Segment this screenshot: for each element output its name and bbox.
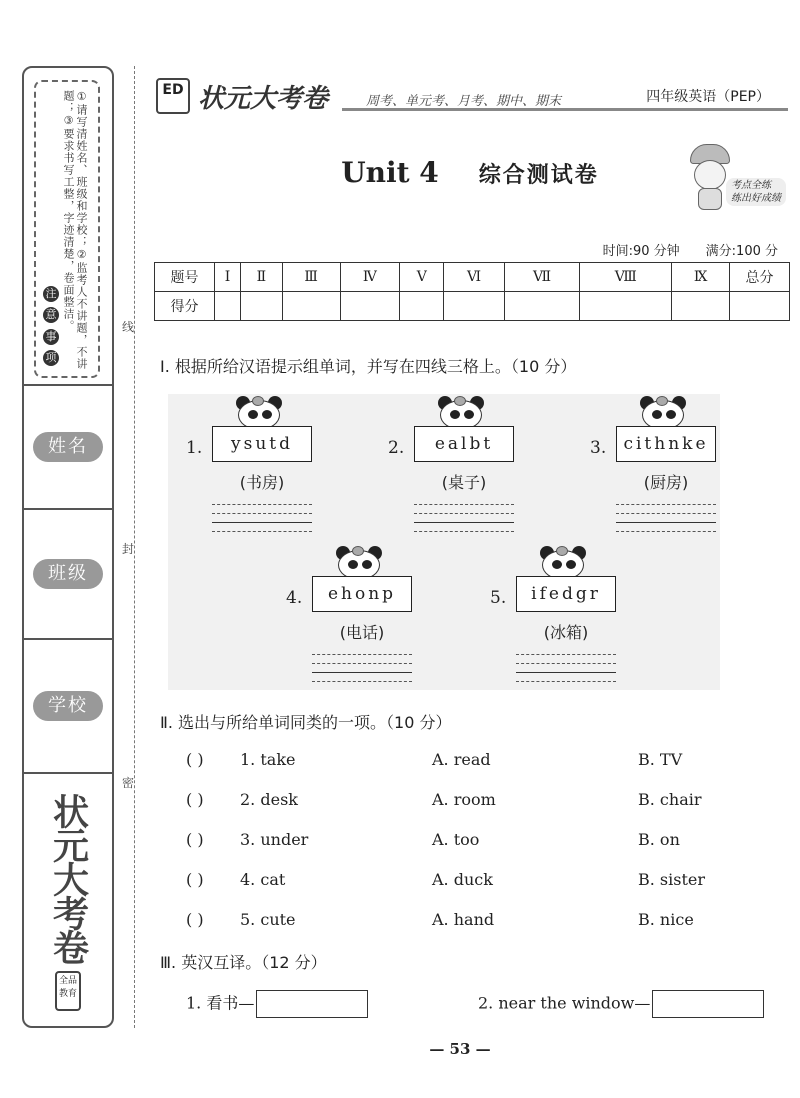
question-word: 5. cute bbox=[240, 910, 296, 929]
score-header-cell: 总分 bbox=[730, 263, 790, 292]
name-label: 姓名 bbox=[33, 432, 103, 462]
test-name: 综合测试卷 bbox=[478, 163, 599, 188]
item-number: 1. bbox=[186, 438, 203, 458]
score-header-cell: Ⅶ bbox=[504, 263, 580, 292]
question-word: 2. desk bbox=[240, 790, 298, 809]
answer-box[interactable] bbox=[652, 990, 764, 1018]
section-1-title: Ⅰ. 根据所给汉语提示组单词，并写在四线三格上。（10 分） bbox=[160, 357, 577, 376]
score-cell[interactable] bbox=[730, 292, 790, 321]
unit-title: Unit 4 bbox=[341, 156, 439, 189]
item-number: 2. bbox=[388, 438, 405, 458]
writing-lines[interactable] bbox=[516, 646, 616, 682]
chinese-hint: (冰箱) bbox=[543, 623, 589, 642]
choice-row bbox=[186, 750, 746, 772]
choice-row bbox=[186, 830, 746, 852]
score-cell[interactable] bbox=[240, 292, 282, 321]
word-scramble-panel bbox=[168, 394, 720, 690]
cut-label-seal: 封 bbox=[122, 542, 135, 556]
strip-brand-text: 状元大考卷 bbox=[47, 793, 89, 963]
strip-brand bbox=[24, 774, 112, 1028]
school-label: 学校 bbox=[33, 691, 103, 721]
writing-lines[interactable] bbox=[616, 496, 716, 532]
score-cell[interactable] bbox=[282, 292, 340, 321]
notes-heading-char: 注 bbox=[43, 286, 59, 302]
score-header-row bbox=[155, 263, 790, 292]
score-cell[interactable] bbox=[340, 292, 400, 321]
score-cell[interactable] bbox=[580, 292, 672, 321]
class-field[interactable] bbox=[24, 510, 112, 640]
panda-icon bbox=[334, 546, 384, 580]
score-header-cell: Ⅱ bbox=[240, 263, 282, 292]
answer-blank[interactable]: ( ) bbox=[186, 830, 204, 849]
panda-icon bbox=[638, 396, 688, 430]
question-word: 4. cat bbox=[240, 870, 286, 889]
translate-prompt: 2. near the window— bbox=[478, 993, 651, 1013]
exam-time: 时间:90 分钟 bbox=[602, 244, 680, 259]
question-word: 1. take bbox=[240, 750, 296, 769]
chinese-hint: (厨房) bbox=[643, 473, 689, 492]
translate-item bbox=[478, 990, 764, 1018]
writing-lines[interactable] bbox=[414, 496, 514, 532]
item-number: 3. bbox=[590, 438, 607, 458]
score-header-cell: Ⅲ bbox=[282, 263, 340, 292]
grade-label: 四年级英语（PEP） bbox=[646, 89, 770, 105]
panda-icon bbox=[436, 396, 486, 430]
binding-strip bbox=[22, 66, 114, 1028]
translate-prompt: 1. 看书— bbox=[186, 993, 255, 1013]
chinese-hint: (书房) bbox=[239, 473, 285, 492]
mascot-body bbox=[698, 188, 722, 210]
writing-lines[interactable] bbox=[312, 646, 412, 682]
answer-blank[interactable]: ( ) bbox=[186, 790, 204, 809]
option-b: B. nice bbox=[638, 910, 694, 929]
option-a: A. too bbox=[432, 830, 480, 849]
mascot-face bbox=[694, 160, 726, 190]
exam-full-score: 满分:100 分 bbox=[705, 244, 778, 259]
page-title bbox=[0, 156, 800, 189]
strip-badge: 全品教育 bbox=[55, 971, 81, 1011]
score-header-cell: Ⅷ bbox=[580, 263, 672, 292]
notes-panel bbox=[24, 68, 112, 386]
score-row-label: 题号 bbox=[155, 263, 215, 292]
cut-label-secret: 密 bbox=[122, 776, 135, 790]
notes-heading-char: 事 bbox=[43, 329, 59, 345]
answer-blank[interactable]: ( ) bbox=[186, 870, 204, 889]
page-header bbox=[152, 78, 788, 116]
score-row-label: 得分 bbox=[155, 292, 215, 321]
notes-text: ①请写清姓名、班级和学校；②监考人不讲题，不讲题；③要求书写工整，字迹清楚，卷面整洁。 bbox=[62, 90, 88, 370]
question-word: 3. under bbox=[240, 830, 309, 849]
brand-logo: ED bbox=[156, 78, 190, 114]
score-header-cell: Ⅸ bbox=[672, 263, 730, 292]
option-b: B. chair bbox=[638, 790, 702, 809]
chinese-hint: (电话) bbox=[339, 623, 385, 642]
translate-item bbox=[186, 990, 368, 1018]
score-cell[interactable] bbox=[215, 292, 241, 321]
mascot-slogan bbox=[726, 178, 786, 206]
item-number: 5. bbox=[490, 588, 507, 608]
letters-box: ehonp bbox=[312, 576, 412, 612]
option-b: B. sister bbox=[638, 870, 706, 889]
notes-box bbox=[34, 80, 100, 378]
choice-row bbox=[186, 790, 746, 812]
choice-row bbox=[186, 870, 746, 892]
score-value-row bbox=[155, 292, 790, 321]
exam-meta bbox=[603, 240, 778, 259]
slogan-line1: 考点全练 bbox=[731, 180, 771, 191]
chinese-hint: (桌子) bbox=[441, 473, 487, 492]
option-b: B. on bbox=[638, 830, 680, 849]
section-2-title: Ⅱ. 选出与所给单词同类的一项。（10 分） bbox=[160, 713, 452, 732]
class-label: 班级 bbox=[33, 559, 103, 589]
school-field[interactable] bbox=[24, 640, 112, 774]
answer-blank[interactable]: ( ) bbox=[186, 750, 204, 769]
cut-label-line: 线 bbox=[122, 320, 135, 334]
panda-icon bbox=[234, 396, 284, 430]
score-header-cell: Ⅳ bbox=[340, 263, 400, 292]
option-b: B. TV bbox=[638, 750, 683, 769]
answer-blank[interactable]: ( ) bbox=[186, 910, 204, 929]
notes-heading bbox=[42, 286, 60, 366]
panda-icon bbox=[538, 546, 588, 580]
letters-box: cithnke bbox=[616, 426, 716, 462]
cut-line bbox=[134, 66, 135, 1028]
section-3-title: Ⅲ. 英汉互译。（12 分） bbox=[160, 953, 327, 972]
score-cell[interactable] bbox=[504, 292, 580, 321]
option-a: A. room bbox=[432, 790, 496, 809]
writing-lines[interactable] bbox=[212, 496, 312, 532]
brand-tagline: 周考、单元考、月考、期中、期末 bbox=[366, 94, 562, 109]
slogan-line2: 练出好成绩 bbox=[731, 193, 781, 204]
score-header-cell: Ⅰ bbox=[215, 263, 241, 292]
score-cell[interactable] bbox=[672, 292, 730, 321]
score-header-cell: Ⅴ bbox=[400, 263, 444, 292]
option-a: A. hand bbox=[432, 910, 495, 929]
name-field[interactable] bbox=[24, 386, 112, 510]
score-table bbox=[154, 262, 790, 321]
letters-box: ysutd bbox=[212, 426, 312, 462]
header-rule bbox=[342, 108, 788, 111]
letters-box: ifedgr bbox=[516, 576, 616, 612]
brand-name: 状元大考卷 bbox=[198, 84, 329, 114]
option-a: A. duck bbox=[432, 870, 493, 889]
score-cell[interactable] bbox=[400, 292, 444, 321]
score-header-cell: Ⅵ bbox=[444, 263, 504, 292]
score-cell[interactable] bbox=[444, 292, 504, 321]
item-number: 4. bbox=[286, 588, 303, 608]
answer-box[interactable] bbox=[256, 990, 368, 1018]
page-number: — 53 — bbox=[429, 1040, 491, 1058]
notes-heading-char: 项 bbox=[43, 350, 59, 366]
notes-heading-char: 意 bbox=[43, 307, 59, 323]
choice-row bbox=[186, 910, 746, 932]
option-a: A. read bbox=[432, 750, 491, 769]
letters-box: ealbt bbox=[414, 426, 514, 462]
mascot-illustration bbox=[682, 144, 792, 214]
